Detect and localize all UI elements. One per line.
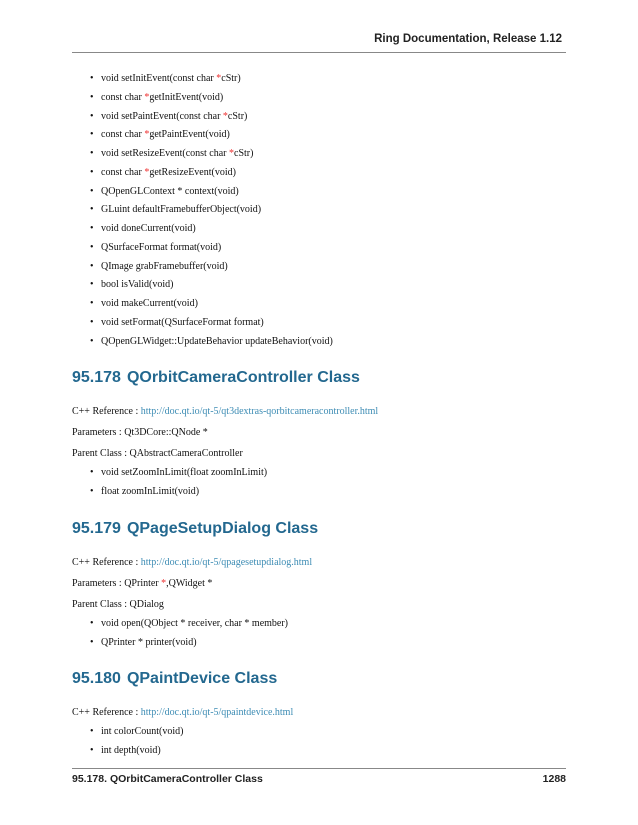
parameters-line: Parameters : Qt3DCore::QNode * [72,427,208,439]
list-item: • const char *getInitEvent(void) [90,89,566,108]
list-item: • QPrinter * printer(void) [90,634,566,653]
cpp-reference-link[interactable]: http://doc.qt.io/qt-5/qpagesetupdialog.html [140,556,313,568]
list-item: • void setInitEvent(const char *cStr) [90,70,566,89]
list-item: • float zoomInLimit(void) [90,483,566,502]
list-item: • int depth(void) [90,742,566,761]
list-item: • void setFormat(QSurfaceFormat format) [90,314,566,333]
cpp-reference: C++ Reference : http://doc.qt.io/qt-5/qpagesetupdialog.html [72,556,313,568]
method-list-qpagesetupdialog [72,615,566,653]
section-heading-qpaintdevice: 95.180 QPaintDevice Class [72,670,278,688]
list-item: • int colorCount(void) [90,723,566,742]
list-item: • QOpenGLContext * context(void) [90,183,566,202]
header-rule [72,52,566,53]
parent-class-line: Parent Class : QDialog [72,598,164,610]
method-list-qpaintdevice [72,723,566,761]
list-item: • const char *getPaintEvent(void) [90,126,566,145]
list-item: • GLuint defaultFramebufferObject(void) [90,201,566,220]
cpp-reference-link[interactable]: http://doc.qt.io/qt-5/qt3dextras-qorbitcameracontroller.html [140,406,379,418]
method-list-qorbitcameracontroller [72,464,566,502]
list-item: • void doneCurrent(void) [90,220,566,239]
page-number: 1288 [542,773,566,785]
section-heading-qpagesetupdialog: 95.179 QPageSetupDialog Class [72,519,319,537]
list-item: • const char *getResizeEvent(void) [90,164,566,183]
list-item: • void setResizeEvent(const char *cStr) [90,145,566,164]
method-list-top [72,70,566,351]
cpp-reference: C++ Reference : http://doc.qt.io/qt-5/qpaintdevice.html [72,707,294,719]
cpp-reference-link[interactable]: http://doc.qt.io/qt-5/qpaintdevice.html [140,707,294,719]
list-item: • void setZoomInLimit(float zoomInLimit) [90,464,566,483]
parameters-line: Parameters : QPrinter *,QWidget * [72,577,213,589]
list-item: • QImage grabFramebuffer(void) [90,258,566,277]
footer-section-title: 95.178. QOrbitCameraController Class [72,773,263,785]
parent-class-line: Parent Class : QAbstractCameraController [72,448,243,460]
section-heading-qorbitcameracontroller: 95.178 QOrbitCameraController Class [72,369,360,387]
running-header-title: Ring Documentation, Release 1.12 [374,33,562,45]
list-item: • void setPaintEvent(const char *cStr) [90,108,566,127]
footer-rule [72,768,566,769]
list-item: • bool isValid(void) [90,276,566,295]
page-content [72,70,566,761]
list-item: • void open(QObject * receiver, char * member) [90,615,566,634]
list-item: • void makeCurrent(void) [90,295,566,314]
list-item: • QSurfaceFormat format(void) [90,239,566,258]
list-item: • QOpenGLWidget::UpdateBehavior updateBehavior(void) [90,333,566,352]
cpp-reference: C++ Reference : http://doc.qt.io/qt-5/qt3dextras-qorbitcameracontroller.html [72,406,379,418]
